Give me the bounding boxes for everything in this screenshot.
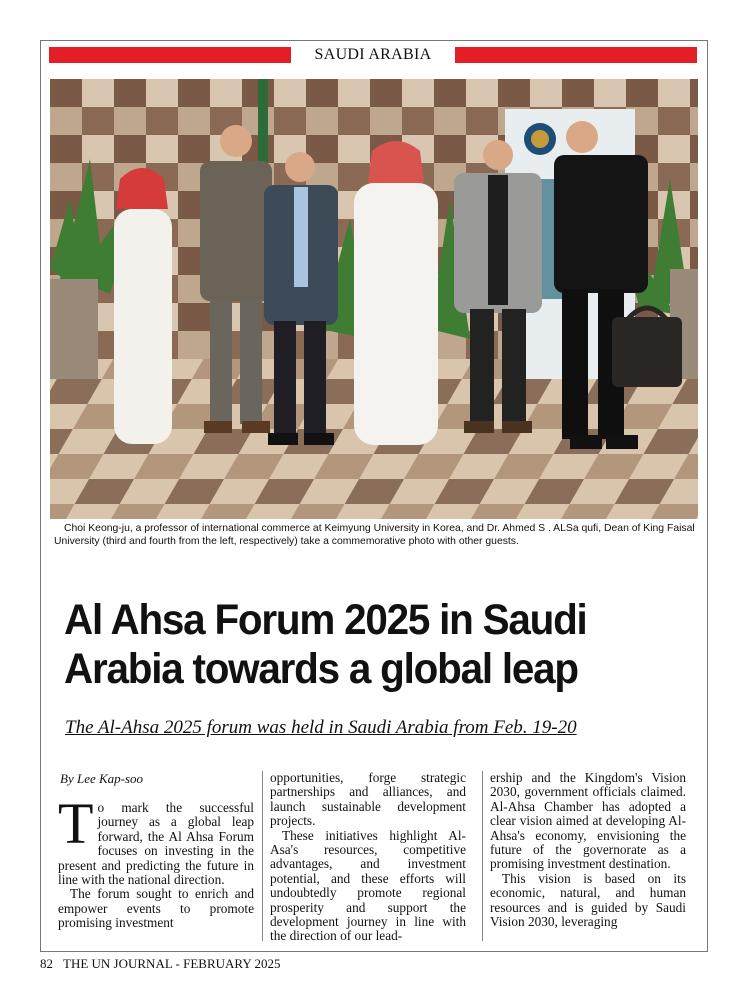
section-title: SAUDI ARABIA [314,46,432,63]
paragraph: ership and the Kingdom's Vision 2030, government officials claimed. Al-Ahsa Chamber has adopted a clear vision aimed at developing Al-Ahsa's economy, envisioning the future of the governorate as a promising investment destination. [490,771,686,872]
dropcap: T [58,791,94,856]
photo-caption: Choi Keong-ju, a professor of international commerce at Keimyung University in Korea, and Dr. Ahmed S . ALSa qufi, Dean of King Faisal University (third and fourth from the left, respectively) take a commemorative photo with other guests. [54,523,695,547]
section-bar-left [49,47,291,63]
publication-name: THE UN JOURNAL - FEBRUARY 2025 [63,956,281,971]
paragraph-text: o mark the successful journey as a global leap forward, the Al Ahsa Forum focuses on investing in the present and predicting the future in line with the national direction. [58,800,254,888]
page-footer [40,955,440,973]
article-body [58,771,700,947]
section-bar-right [455,47,697,63]
article-subhead: The Al-Ahsa 2025 forum was held in Saudi Arabia from Feb. 19-20 [65,717,577,738]
paragraph: These initiatives highlight Al-Asa's resources, competitive advantages, and investment potential, and these efforts will undoubtedly promote regional prosperity and support the development journey in line with the direction of our lead- [270,827,466,943]
page-number: 82 [40,956,53,971]
byline: By Lee Kap-soo [60,771,144,786]
group-photo [50,79,698,519]
column-1 [58,771,254,943]
column-divider [262,771,263,941]
paragraph: This vision is based on its economic, natural, and human resources and is guided by Saudi Vision 2030, leveraging [490,870,686,930]
headline-line-1: Al Ahsa Forum 2025 in Saudi [64,596,587,644]
paragraph: opportunities, forge strategic partnerships and alliances, and launch sustainable development projects. [270,771,466,829]
column-divider [482,771,483,941]
section-header [49,44,697,66]
column-2 [270,771,466,943]
article-headline [64,596,666,694]
paragraph [58,791,254,888]
person-4 [354,141,438,445]
paragraph: The forum sought to enrich and empower events to promote promising investment [58,886,254,931]
headline-line-2: Arabia towards a global leap [64,645,578,693]
column-3 [490,771,686,943]
